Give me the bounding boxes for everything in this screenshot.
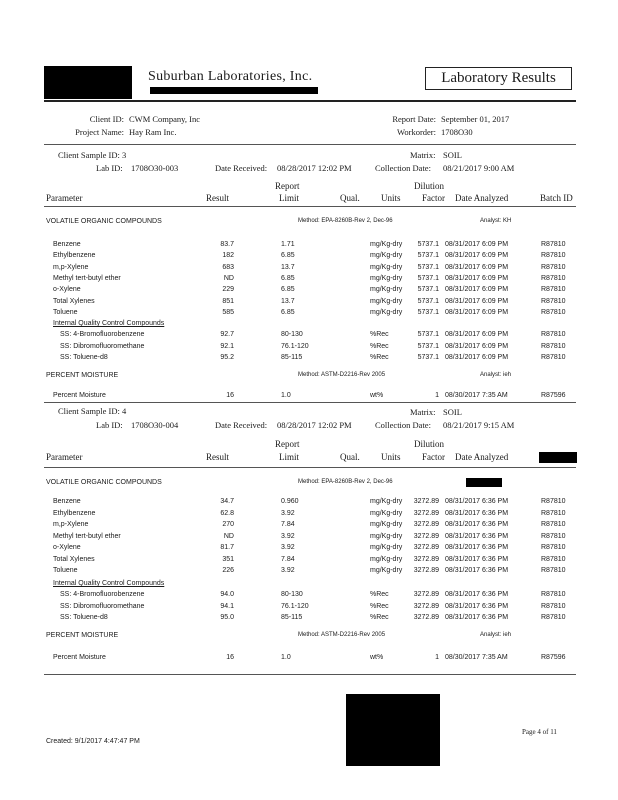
cell-units: mg/Kg-dry bbox=[370, 498, 403, 505]
table-row bbox=[0, 567, 618, 576]
table-row bbox=[0, 498, 618, 507]
cell-limit: 6.85 bbox=[281, 308, 295, 316]
cell-date: 08/31/2017 6:09 PM bbox=[445, 286, 509, 294]
table2-header-rule bbox=[44, 467, 576, 468]
cell-units: %Rec bbox=[370, 591, 389, 598]
cell-units: mg/Kg-dry bbox=[370, 252, 403, 260]
cell-result: 270 bbox=[222, 521, 234, 528]
col-qual: Qual. bbox=[340, 193, 360, 203]
doc-title: Laboratory Results bbox=[425, 67, 572, 90]
cell-result: 94.0 bbox=[220, 591, 234, 598]
cell-units: wt% bbox=[370, 654, 384, 661]
col2-units: Units bbox=[381, 452, 401, 462]
cell-limit: 0.960 bbox=[281, 498, 299, 505]
col2-date-analyzed: Date Analyzed bbox=[455, 452, 509, 462]
cell-result: 62.8 bbox=[220, 509, 234, 517]
cell-batch: R87810 bbox=[541, 308, 566, 316]
cell-dil: 5737.1 bbox=[417, 252, 439, 260]
report-date-value: September 01, 2017 bbox=[441, 114, 510, 124]
cell-batch: R87810 bbox=[541, 241, 566, 248]
cell-date: 08/31/2017 6:36 PM bbox=[445, 591, 509, 598]
page-number: Page 4 of 11 bbox=[522, 728, 557, 736]
cell-name: SS: Dibromofluoromethane bbox=[60, 342, 145, 350]
cell-name: o-Xylene bbox=[53, 544, 81, 551]
cell-batch: R87810 bbox=[541, 614, 566, 621]
cell-result: 95.2 bbox=[220, 354, 234, 361]
cell-date: 08/31/2017 6:09 PM bbox=[445, 342, 509, 350]
cell-date: 08/30/2017 7:35 AM bbox=[445, 392, 508, 399]
cell-date: 08/31/2017 6:36 PM bbox=[445, 544, 509, 551]
table-row bbox=[0, 252, 618, 261]
cell-batch: R87810 bbox=[541, 509, 566, 517]
header-rule-2 bbox=[44, 144, 576, 145]
col2-parameter: Parameter bbox=[46, 452, 83, 462]
cell-limit: 1.0 bbox=[281, 654, 291, 661]
sample1-id: Client Sample ID: 3 bbox=[58, 150, 127, 160]
cell-result: 92.1 bbox=[220, 342, 234, 350]
section-voc-1: VOLATILE ORGANIC COMPOUNDS bbox=[46, 218, 162, 225]
cell-units: %Rec bbox=[370, 354, 389, 361]
cell-name: Percent Moisture bbox=[53, 654, 106, 661]
cell-batch: R87596 bbox=[541, 654, 566, 661]
report-date-label: Report Date: bbox=[392, 114, 436, 124]
cell-batch: R87810 bbox=[541, 532, 566, 540]
sample2-lab-label: Lab ID: bbox=[96, 420, 123, 430]
cell-units: mg/Kg-dry bbox=[370, 297, 403, 305]
sample1-lab-label: Lab ID: bbox=[96, 163, 123, 173]
cell-limit: 6.85 bbox=[281, 274, 295, 282]
cell-result: 351 bbox=[222, 555, 234, 563]
cell-batch: R87810 bbox=[541, 498, 566, 505]
method-pm-2: Method: ASTM-D2216-Rev 2005 bbox=[298, 632, 386, 638]
cell-name: o-Xylene bbox=[53, 286, 81, 294]
cell-result: 16 bbox=[226, 392, 234, 399]
sample2-lab-id: 1708O30-004 bbox=[131, 420, 179, 430]
col-parameter: Parameter bbox=[46, 193, 83, 203]
cell-limit: 3.92 bbox=[281, 532, 295, 540]
cell-name: m,p-Xylene bbox=[53, 521, 89, 528]
cell-name: Ethylbenzene bbox=[53, 252, 96, 260]
cell-limit: 80-130 bbox=[281, 331, 303, 338]
cell-units: mg/Kg-dry bbox=[370, 241, 403, 248]
col-units: Units bbox=[381, 193, 401, 203]
cell-batch: R87810 bbox=[541, 521, 566, 528]
sample1-collection: 08/21/2017 9:00 AM bbox=[443, 163, 515, 173]
cell-limit: 7.84 bbox=[281, 555, 295, 563]
cell-limit: 7.84 bbox=[281, 521, 295, 528]
col-result: Result bbox=[206, 193, 230, 203]
qc-label-1: Internal Quality Control Compounds bbox=[53, 320, 165, 327]
col-batch-id: Batch ID bbox=[540, 193, 573, 203]
cell-dil: 5737.1 bbox=[417, 241, 439, 248]
cell-units: mg/Kg-dry bbox=[370, 532, 403, 540]
cell-units: %Rec bbox=[370, 614, 389, 621]
cell-units: %Rec bbox=[370, 342, 389, 350]
cell-units: %Rec bbox=[370, 331, 389, 338]
sample2-collection: 08/21/2017 9:15 AM bbox=[443, 420, 515, 430]
cell-units: mg/Kg-dry bbox=[370, 555, 403, 563]
cell-name: SS: 4-Bromofluorobenzene bbox=[60, 591, 145, 598]
cell-date: 08/31/2017 6:36 PM bbox=[445, 602, 509, 610]
cell-units: mg/Kg-dry bbox=[370, 521, 403, 528]
col2-qual: Qual. bbox=[340, 452, 360, 462]
cell-date: 08/31/2017 6:09 PM bbox=[445, 274, 509, 282]
table-row bbox=[0, 654, 618, 663]
cell-limit: 76.1-120 bbox=[281, 602, 309, 610]
cell-date: 08/30/2017 7:35 AM bbox=[445, 654, 508, 661]
cell-dil: 3272.89 bbox=[413, 555, 439, 563]
project-label: Project Name: bbox=[75, 127, 124, 137]
table-row bbox=[0, 533, 618, 542]
cell-units: mg/Kg-dry bbox=[370, 509, 403, 517]
cell-units: wt% bbox=[370, 392, 384, 399]
cell-dil: 3272.89 bbox=[413, 567, 439, 574]
cell-units: %Rec bbox=[370, 602, 389, 610]
sample1-received-label: Date Received: bbox=[215, 163, 268, 173]
sample2-matrix-label: Matrix: bbox=[410, 407, 436, 417]
table-row bbox=[0, 510, 618, 519]
analyst-voc-1: Analyst: KH bbox=[480, 218, 512, 224]
redaction-signature bbox=[346, 694, 440, 766]
cell-batch: R87810 bbox=[541, 354, 566, 361]
cell-date: 08/31/2017 6:36 PM bbox=[445, 567, 509, 574]
cell-date: 08/31/2017 6:09 PM bbox=[445, 241, 509, 248]
redaction-address bbox=[150, 87, 318, 94]
cell-name: Methyl tert-butyl ether bbox=[53, 532, 121, 540]
cell-name: Total Xylenes bbox=[53, 555, 95, 563]
cell-units: mg/Kg-dry bbox=[370, 544, 403, 551]
cell-name: Total Xylenes bbox=[53, 297, 95, 305]
cell-date: 08/31/2017 6:09 PM bbox=[445, 308, 509, 316]
sample2-matrix: SOIL bbox=[443, 407, 462, 417]
cell-dil: 5737.1 bbox=[417, 308, 439, 316]
col2-result: Result bbox=[206, 452, 230, 462]
sample1-matrix: SOIL bbox=[443, 150, 462, 160]
cell-result: 182 bbox=[222, 252, 234, 260]
created-timestamp: Created: 9/1/2017 4:47:47 PM bbox=[46, 738, 140, 745]
client-id-value: CWM Company, Inc bbox=[129, 114, 200, 124]
col-factor: Factor bbox=[422, 193, 445, 203]
table-row bbox=[0, 275, 618, 284]
cell-date: 08/31/2017 6:09 PM bbox=[445, 252, 509, 260]
client-id-label: Client ID: bbox=[89, 114, 124, 124]
table-row bbox=[0, 241, 618, 250]
sample1-matrix-label: Matrix: bbox=[410, 150, 436, 160]
table-row bbox=[0, 603, 618, 612]
cell-limit: 3.92 bbox=[281, 567, 295, 574]
header-rule bbox=[44, 100, 576, 102]
sample1-lab-id: 1708O30-003 bbox=[131, 163, 179, 173]
cell-limit: 76.1-120 bbox=[281, 342, 309, 350]
cell-batch: R87810 bbox=[541, 297, 566, 305]
cell-dil: 3272.89 bbox=[413, 544, 439, 551]
cell-batch: R87810 bbox=[541, 591, 566, 598]
cell-result: 226 bbox=[222, 567, 234, 574]
cell-result: ND bbox=[223, 274, 234, 282]
cell-limit: 6.85 bbox=[281, 286, 295, 294]
cell-limit: 1.0 bbox=[281, 392, 291, 399]
cell-dil: 3272.89 bbox=[413, 614, 439, 621]
cell-name: Toluene bbox=[53, 308, 78, 316]
cell-date: 08/31/2017 6:09 PM bbox=[445, 263, 509, 271]
table-row bbox=[0, 392, 618, 401]
analyst-pm-2: Analyst: ieh bbox=[480, 632, 512, 638]
cell-name: SS: 4-Bromofluorobenzene bbox=[60, 331, 145, 338]
table-row bbox=[0, 521, 618, 530]
cell-dil: 1 bbox=[435, 654, 439, 661]
section-pm-1: PERCENT MOISTURE bbox=[46, 372, 119, 379]
cell-date: 08/31/2017 6:36 PM bbox=[445, 532, 509, 540]
cell-limit: 1.71 bbox=[281, 241, 295, 248]
cell-dil: 1 bbox=[435, 392, 439, 399]
cell-date: 08/31/2017 6:36 PM bbox=[445, 555, 509, 563]
method-voc-2: Method: EPA-8260B-Rev 2, Dec-96 bbox=[298, 479, 393, 485]
sample2-received-label: Date Received: bbox=[215, 420, 268, 430]
table-row bbox=[0, 544, 618, 553]
cell-dil: 5737.1 bbox=[417, 354, 439, 361]
cell-result: 229 bbox=[222, 286, 234, 294]
cell-name: Percent Moisture bbox=[53, 392, 106, 399]
cell-limit: 85-115 bbox=[281, 614, 303, 621]
sample1-received: 08/28/2017 12:02 PM bbox=[277, 163, 352, 173]
cell-batch: R87810 bbox=[541, 331, 566, 338]
cell-batch: R87596 bbox=[541, 392, 566, 399]
redaction-analyst-2 bbox=[466, 478, 502, 487]
cell-units: mg/Kg-dry bbox=[370, 274, 403, 282]
cell-limit: 13.7 bbox=[281, 263, 295, 271]
qc-label-2: Internal Quality Control Compounds bbox=[53, 580, 165, 587]
cell-result: ND bbox=[223, 532, 234, 540]
col2-limit: Limit bbox=[279, 452, 299, 462]
col-report: Report bbox=[275, 181, 300, 191]
cell-limit: 6.85 bbox=[281, 252, 295, 260]
col-dilution: Dilution bbox=[414, 181, 445, 191]
cell-date: 08/31/2017 6:09 PM bbox=[445, 331, 509, 338]
cell-date: 08/31/2017 6:36 PM bbox=[445, 498, 509, 505]
cell-result: 585 bbox=[222, 308, 234, 316]
cell-units: mg/Kg-dry bbox=[370, 286, 403, 294]
col-date-analyzed: Date Analyzed bbox=[455, 193, 509, 203]
cell-name: m,p-Xylene bbox=[53, 263, 89, 271]
cell-batch: R87810 bbox=[541, 252, 566, 260]
table-row bbox=[0, 614, 618, 623]
cell-batch: R87810 bbox=[541, 274, 566, 282]
cell-result: 683 bbox=[222, 263, 234, 271]
cell-dil: 3272.89 bbox=[413, 591, 439, 598]
cell-limit: 85-115 bbox=[281, 354, 303, 361]
cell-result: 95.0 bbox=[220, 614, 234, 621]
cell-date: 08/31/2017 6:36 PM bbox=[445, 614, 509, 621]
cell-name: Ethylbenzene bbox=[53, 509, 96, 517]
cell-dil: 3272.89 bbox=[413, 532, 439, 540]
sample2-id: Client Sample ID: 4 bbox=[58, 406, 127, 416]
table-row bbox=[0, 298, 618, 307]
cell-name: SS: Toluene-d8 bbox=[60, 354, 108, 361]
cell-dil: 3272.89 bbox=[413, 509, 439, 517]
section-voc-2: VOLATILE ORGANIC COMPOUNDS bbox=[46, 479, 162, 486]
cell-result: 16 bbox=[226, 654, 234, 661]
cell-dil: 5737.1 bbox=[417, 274, 439, 282]
table-row bbox=[0, 331, 618, 340]
cell-name: SS: Dibromofluoromethane bbox=[60, 602, 145, 610]
cell-dil: 5737.1 bbox=[417, 297, 439, 305]
section-pm-2: PERCENT MOISTURE bbox=[46, 632, 119, 639]
cell-name: Benzene bbox=[53, 498, 81, 505]
table1-header-rule bbox=[44, 206, 576, 207]
workorder-value: 1708O30 bbox=[441, 127, 473, 137]
cell-result: 83.7 bbox=[220, 241, 234, 248]
cell-result: 81.7 bbox=[220, 544, 234, 551]
table-row bbox=[0, 286, 618, 295]
sample2-collection-label: Collection Date: bbox=[375, 420, 431, 430]
sample2-received: 08/28/2017 12:02 PM bbox=[277, 420, 352, 430]
table-row bbox=[0, 556, 618, 565]
cell-dil: 5737.1 bbox=[417, 263, 439, 271]
col2-report: Report bbox=[275, 439, 300, 449]
table-row bbox=[0, 264, 618, 273]
cell-batch: R87810 bbox=[541, 567, 566, 574]
cell-date: 08/31/2017 6:36 PM bbox=[445, 509, 509, 517]
workorder-label: Workorder: bbox=[397, 127, 436, 137]
sample1-collection-label: Collection Date: bbox=[375, 163, 431, 173]
cell-batch: R87810 bbox=[541, 602, 566, 610]
sample1-end-rule bbox=[44, 402, 576, 403]
redaction-batch-header bbox=[539, 452, 577, 463]
cell-units: mg/Kg-dry bbox=[370, 263, 403, 271]
cell-name: SS: Toluene-d8 bbox=[60, 614, 108, 621]
cell-dil: 3272.89 bbox=[413, 521, 439, 528]
analyst-pm-1: Analyst: ieh bbox=[480, 372, 512, 378]
cell-limit: 3.92 bbox=[281, 544, 295, 551]
sample2-end-rule bbox=[44, 674, 576, 675]
cell-batch: R87810 bbox=[541, 286, 566, 294]
col2-dilution: Dilution bbox=[414, 439, 445, 449]
cell-limit: 13.7 bbox=[281, 297, 295, 305]
table-row bbox=[0, 343, 618, 352]
cell-batch: R87810 bbox=[541, 544, 566, 551]
cell-result: 34.7 bbox=[220, 498, 234, 505]
cell-limit: 80-130 bbox=[281, 591, 303, 598]
cell-result: 851 bbox=[222, 297, 234, 305]
cell-date: 08/31/2017 6:09 PM bbox=[445, 297, 509, 305]
cell-name: Methyl tert-butyl ether bbox=[53, 274, 121, 282]
cell-name: Benzene bbox=[53, 241, 81, 248]
cell-limit: 3.92 bbox=[281, 509, 295, 517]
cell-dil: 5737.1 bbox=[417, 286, 439, 294]
table-row bbox=[0, 309, 618, 318]
col-limit: Limit bbox=[279, 193, 299, 203]
cell-dil: 3272.89 bbox=[413, 498, 439, 505]
lab-name: Suburban Laboratories, Inc. bbox=[148, 69, 313, 84]
cell-date: 08/31/2017 6:09 PM bbox=[445, 354, 509, 361]
table-row bbox=[0, 354, 618, 363]
cell-dil: 5737.1 bbox=[417, 331, 439, 338]
cell-result: 94.1 bbox=[220, 602, 234, 610]
cell-dil: 3272.89 bbox=[413, 602, 439, 610]
cell-result: 92.7 bbox=[220, 331, 234, 338]
method-voc-1: Method: EPA-8260B-Rev 2, Dec-96 bbox=[298, 218, 393, 224]
cell-dil: 5737.1 bbox=[417, 342, 439, 350]
cell-batch: R87810 bbox=[541, 342, 566, 350]
cell-units: mg/Kg-dry bbox=[370, 308, 403, 316]
cell-name: Toluene bbox=[53, 567, 78, 574]
cell-batch: R87810 bbox=[541, 263, 566, 271]
col2-factor: Factor bbox=[422, 452, 445, 462]
cell-units: mg/Kg-dry bbox=[370, 567, 403, 574]
method-pm-1: Method: ASTM-D2216-Rev 2005 bbox=[298, 372, 386, 378]
cell-batch: R87810 bbox=[541, 555, 566, 563]
project-value: Hay Ram Inc. bbox=[129, 127, 177, 137]
cell-date: 08/31/2017 6:36 PM bbox=[445, 521, 509, 528]
table-row bbox=[0, 591, 618, 600]
redaction-logo bbox=[44, 66, 132, 99]
